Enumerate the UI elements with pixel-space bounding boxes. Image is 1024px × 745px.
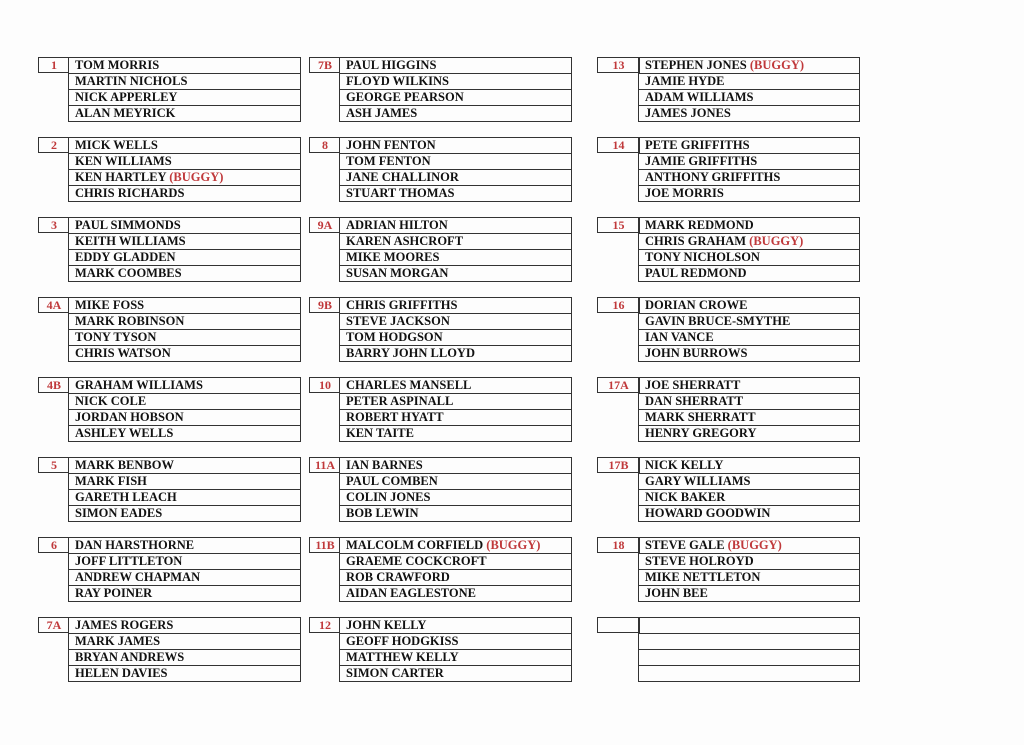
player-name: JOE MORRIS xyxy=(645,186,724,200)
tee-group xyxy=(38,377,301,442)
player-row xyxy=(340,314,571,330)
tee-group xyxy=(38,617,301,682)
player-row xyxy=(639,474,859,490)
player-row xyxy=(340,426,571,442)
hole-number: 8 xyxy=(309,137,340,153)
player-row xyxy=(639,266,859,282)
player-row xyxy=(69,106,300,122)
player-name: JOHN KELLY xyxy=(346,618,427,632)
player-name: AIDAN EAGLESTONE xyxy=(346,586,477,600)
player-row xyxy=(69,234,300,250)
player-list xyxy=(68,137,301,202)
player-name: TOM FENTON xyxy=(346,154,431,168)
player-name: MARK COOMBES xyxy=(75,266,182,280)
player-row xyxy=(639,410,859,426)
tee-group xyxy=(309,57,572,122)
player-row xyxy=(69,458,300,474)
player-row xyxy=(69,634,300,650)
player-name: HELEN DAVIES xyxy=(75,666,168,680)
player-row xyxy=(69,250,300,266)
player-name: KEITH WILLIAMS xyxy=(75,234,186,248)
player-name: NICK COLE xyxy=(75,394,147,408)
player-row xyxy=(69,90,300,106)
player-name: MIKE FOSS xyxy=(75,298,145,312)
player-row xyxy=(340,458,571,474)
player-name: CHRIS WATSON xyxy=(75,346,171,360)
player-row xyxy=(340,410,571,426)
player-row xyxy=(340,154,571,170)
player-name: JAMES JONES xyxy=(645,106,731,120)
player-row xyxy=(69,426,300,442)
player-row xyxy=(639,298,859,314)
player-name: BRYAN ANDREWS xyxy=(75,650,185,664)
hole-number: 12 xyxy=(309,617,340,633)
player-name: PAUL REDMOND xyxy=(645,266,747,280)
tee-group xyxy=(309,217,572,282)
player-row xyxy=(340,58,571,74)
player-name: STEVE HOLROYD xyxy=(645,554,754,568)
buggy-tag: (BUGGY) xyxy=(486,538,541,552)
player-row xyxy=(639,426,859,442)
player-name: CHRIS GRAHAM xyxy=(645,234,747,248)
player-row xyxy=(340,538,571,554)
player-row xyxy=(340,90,571,106)
player-name: HENRY GREGORY xyxy=(645,426,757,440)
tee-group xyxy=(597,617,860,682)
player-name: MIKE NETTLETON xyxy=(645,570,761,584)
player-name: HOWARD GOODWIN xyxy=(645,506,771,520)
player-name: IAN VANCE xyxy=(645,330,714,344)
tee-group xyxy=(597,217,860,282)
player-row xyxy=(340,298,571,314)
tee-group xyxy=(597,457,860,522)
player-row xyxy=(340,170,571,186)
player-row xyxy=(639,538,859,554)
player-row xyxy=(639,666,859,682)
player-list xyxy=(68,457,301,522)
player-list xyxy=(339,457,572,522)
tee-group xyxy=(597,137,860,202)
tee-group xyxy=(38,297,301,362)
player-name: MALCOLM CORFIELD xyxy=(346,538,484,552)
player-list xyxy=(339,57,572,122)
player-row xyxy=(639,490,859,506)
player-name: RAY POINER xyxy=(75,586,153,600)
hole-number: 9B xyxy=(309,297,340,313)
player-row xyxy=(639,506,859,522)
hole-number: 6 xyxy=(38,537,69,553)
player-row xyxy=(639,154,859,170)
player-row xyxy=(639,90,859,106)
player-name: COLIN JONES xyxy=(346,490,431,504)
player-name: DAN HARSTHORNE xyxy=(75,538,195,552)
hole-number: 18 xyxy=(597,537,640,553)
tee-group xyxy=(38,217,301,282)
hole-number: 2 xyxy=(38,137,69,153)
hole-number: 5 xyxy=(38,457,69,473)
player-name: KEN HARTLEY xyxy=(75,170,167,184)
hole-number: 4A xyxy=(38,297,69,313)
tee-group xyxy=(597,377,860,442)
player-list xyxy=(638,617,860,682)
player-row xyxy=(340,138,571,154)
player-name: KAREN ASHCROFT xyxy=(346,234,464,248)
player-name: PAUL SIMMONDS xyxy=(75,218,181,232)
player-name: BARRY JOHN LLOYD xyxy=(346,346,475,360)
player-row xyxy=(340,378,571,394)
player-name: KEN WILLIAMS xyxy=(75,154,172,168)
player-name: ADRIAN HILTON xyxy=(346,218,448,232)
player-row xyxy=(69,666,300,682)
player-name: JANE CHALLINOR xyxy=(346,170,459,184)
player-name: STUART THOMAS xyxy=(346,186,455,200)
player-name: MARK BENBOW xyxy=(75,458,174,472)
player-row xyxy=(69,266,300,282)
player-row xyxy=(340,186,571,202)
player-name: STEVE JACKSON xyxy=(346,314,450,328)
player-name: JAMES ROGERS xyxy=(75,618,174,632)
player-row xyxy=(69,170,300,186)
hole-number: 3 xyxy=(38,217,69,233)
tee-group xyxy=(309,297,572,362)
player-row xyxy=(69,186,300,202)
player-list xyxy=(638,457,860,522)
player-name: BOB LEWIN xyxy=(346,506,419,520)
buggy-tag: (BUGGY) xyxy=(749,58,805,72)
tee-group xyxy=(309,617,572,682)
hole-number: 11B xyxy=(309,537,340,553)
player-list xyxy=(68,617,301,682)
player-name: GRAHAM WILLIAMS xyxy=(75,378,203,392)
player-name: MIKE MOORES xyxy=(346,250,440,264)
player-name: TONY NICHOLSON xyxy=(645,250,760,264)
player-name: JORDAN HOBSON xyxy=(75,410,184,424)
tee-group xyxy=(309,377,572,442)
player-name: MATTHEW KELLY xyxy=(346,650,459,664)
player-list xyxy=(68,57,301,122)
player-name: MARK FISH xyxy=(75,474,147,488)
player-name: CHRIS RICHARDS xyxy=(75,186,185,200)
player-name: ASH JAMES xyxy=(346,106,418,120)
player-name: PETE GRIFFITHS xyxy=(645,138,750,152)
hole-number: 1 xyxy=(38,57,69,73)
player-name: MARK ROBINSON xyxy=(75,314,185,328)
player-row xyxy=(639,218,859,234)
player-row xyxy=(69,538,300,554)
buggy-tag: (BUGGY) xyxy=(169,170,224,184)
player-name: CHRIS GRIFFITHS xyxy=(346,298,458,312)
player-list xyxy=(638,217,860,282)
player-row xyxy=(340,74,571,90)
player-row xyxy=(639,570,859,586)
player-row xyxy=(69,378,300,394)
player-name: FLOYD WILKINS xyxy=(346,74,449,88)
player-row xyxy=(69,474,300,490)
player-row xyxy=(69,570,300,586)
player-row xyxy=(340,618,571,634)
player-row xyxy=(340,554,571,570)
player-name: ALAN MEYRICK xyxy=(75,106,176,120)
player-name: GEOFF HODGKISS xyxy=(346,634,459,648)
player-name: NICK KELLY xyxy=(645,458,724,472)
player-name: TONY TYSON xyxy=(75,330,157,344)
player-name: EDDY GLADDEN xyxy=(75,250,176,264)
player-list xyxy=(638,377,860,442)
player-row xyxy=(340,506,571,522)
player-name: SIMON CARTER xyxy=(346,666,444,680)
player-name: GAVIN BRUCE-SMYTHE xyxy=(645,314,791,328)
player-name: DAN SHERRATT xyxy=(645,394,744,408)
hole-number: 14 xyxy=(597,137,640,153)
hole-number: 9A xyxy=(309,217,340,233)
player-row xyxy=(639,250,859,266)
tee-group xyxy=(38,57,301,122)
player-name: MARK JAMES xyxy=(75,634,161,648)
tee-group xyxy=(309,457,572,522)
player-row xyxy=(69,346,300,362)
player-name: PETER ASPINALL xyxy=(346,394,454,408)
player-row xyxy=(639,458,859,474)
player-row xyxy=(69,58,300,74)
player-row xyxy=(69,330,300,346)
player-row xyxy=(340,666,571,682)
player-row xyxy=(69,74,300,90)
player-name: TOM MORRIS xyxy=(75,58,160,72)
player-name: STEPHEN JONES xyxy=(645,58,747,72)
hole-number: 4B xyxy=(38,377,69,393)
player-name: PAUL HIGGINS xyxy=(346,58,437,72)
player-row xyxy=(69,218,300,234)
tee-group xyxy=(38,457,301,522)
player-name: PAUL COMBEN xyxy=(346,474,438,488)
player-row xyxy=(340,490,571,506)
player-row xyxy=(69,650,300,666)
player-name: GRAEME COCKCROFT xyxy=(346,554,487,568)
player-list xyxy=(339,377,572,442)
tee-group xyxy=(38,137,301,202)
player-name: JOHN FENTON xyxy=(346,138,436,152)
player-row xyxy=(639,186,859,202)
hole-number: 13 xyxy=(597,57,640,73)
hole-number: 15 xyxy=(597,217,640,233)
player-row xyxy=(69,154,300,170)
player-name: GEORGE PEARSON xyxy=(346,90,464,104)
buggy-tag: (BUGGY) xyxy=(727,538,782,552)
player-row xyxy=(340,586,571,602)
player-row xyxy=(639,138,859,154)
hole-number: 10 xyxy=(309,377,340,393)
player-row xyxy=(69,314,300,330)
player-row xyxy=(639,634,859,650)
player-name: CHARLES MANSELL xyxy=(346,378,472,392)
player-list xyxy=(339,537,572,602)
tee-group xyxy=(597,537,860,602)
hole-number: 7A xyxy=(38,617,69,633)
player-name: ANTHONY GRIFFITHS xyxy=(645,170,781,184)
player-list xyxy=(339,297,572,362)
player-row xyxy=(69,138,300,154)
tee-group xyxy=(597,57,860,122)
player-name: DORIAN CROWE xyxy=(645,298,748,312)
player-name: KEN TAITE xyxy=(346,426,414,440)
player-row xyxy=(639,394,859,410)
player-name: SIMON EADES xyxy=(75,506,163,520)
player-name: JOHN BEE xyxy=(645,586,708,600)
player-row xyxy=(639,314,859,330)
player-row xyxy=(340,266,571,282)
player-name: JAMIE HYDE xyxy=(645,74,725,88)
player-name: ASHLEY WELLS xyxy=(75,426,174,440)
hole-number: 16 xyxy=(597,297,640,313)
player-row xyxy=(639,234,859,250)
player-row xyxy=(639,378,859,394)
player-row xyxy=(69,394,300,410)
player-name: NICK APPERLEY xyxy=(75,90,178,104)
player-row xyxy=(639,586,859,602)
player-name: ROBERT HYATT xyxy=(346,410,444,424)
tee-group xyxy=(38,537,301,602)
player-row xyxy=(639,554,859,570)
player-row xyxy=(340,250,571,266)
hole-number: 7B xyxy=(309,57,340,73)
tee-group xyxy=(309,537,572,602)
player-row xyxy=(340,650,571,666)
buggy-tag: (BUGGY) xyxy=(749,234,804,248)
player-row xyxy=(340,394,571,410)
player-row xyxy=(340,218,571,234)
player-row xyxy=(69,490,300,506)
player-list xyxy=(68,537,301,602)
player-list xyxy=(68,297,301,362)
player-name: ADAM WILLIAMS xyxy=(645,90,754,104)
player-name: GARETH LEACH xyxy=(75,490,177,504)
player-row xyxy=(69,586,300,602)
player-row xyxy=(639,58,859,74)
player-row xyxy=(340,106,571,122)
player-name: JAMIE GRIFFITHS xyxy=(645,154,758,168)
player-name: JOE SHERRATT xyxy=(645,378,741,392)
player-name: MARK REDMOND xyxy=(645,218,754,232)
player-list xyxy=(339,617,572,682)
player-row xyxy=(69,618,300,634)
player-row xyxy=(340,234,571,250)
player-row xyxy=(639,346,859,362)
player-row xyxy=(340,346,571,362)
player-row xyxy=(69,298,300,314)
player-name: IAN BARNES xyxy=(346,458,423,472)
player-name: MARTIN NICHOLS xyxy=(75,74,188,88)
hole-number xyxy=(597,617,640,633)
player-row xyxy=(639,330,859,346)
player-row xyxy=(69,410,300,426)
hole-number: 17B xyxy=(597,457,640,473)
player-name: MARK SHERRATT xyxy=(645,410,756,424)
player-row xyxy=(340,570,571,586)
player-name: ROB CRAWFORD xyxy=(346,570,450,584)
player-row xyxy=(69,506,300,522)
player-name: TOM HODGSON xyxy=(346,330,443,344)
player-list xyxy=(638,137,860,202)
player-list xyxy=(339,137,572,202)
player-name: JOHN BURROWS xyxy=(645,346,748,360)
player-list xyxy=(339,217,572,282)
player-name: GARY WILLIAMS xyxy=(645,474,751,488)
player-name: SUSAN MORGAN xyxy=(346,266,449,280)
player-row xyxy=(69,554,300,570)
player-name: ANDREW CHAPMAN xyxy=(75,570,201,584)
player-row xyxy=(639,106,859,122)
player-list xyxy=(638,57,860,122)
player-list xyxy=(68,217,301,282)
player-list xyxy=(638,297,860,362)
player-name: MICK WELLS xyxy=(75,138,158,152)
player-row xyxy=(639,74,859,90)
tee-group xyxy=(309,137,572,202)
player-row xyxy=(639,618,859,634)
player-list xyxy=(638,537,860,602)
hole-number: 17A xyxy=(597,377,640,393)
tee-group xyxy=(597,297,860,362)
player-name: NICK BAKER xyxy=(645,490,726,504)
player-name: JOFF LITTLETON xyxy=(75,554,183,568)
player-row xyxy=(340,330,571,346)
player-row xyxy=(340,474,571,490)
player-row xyxy=(639,650,859,666)
player-name: STEVE GALE xyxy=(645,538,725,552)
player-list xyxy=(68,377,301,442)
player-row xyxy=(639,170,859,186)
hole-number: 11A xyxy=(309,457,340,473)
player-row xyxy=(340,634,571,650)
